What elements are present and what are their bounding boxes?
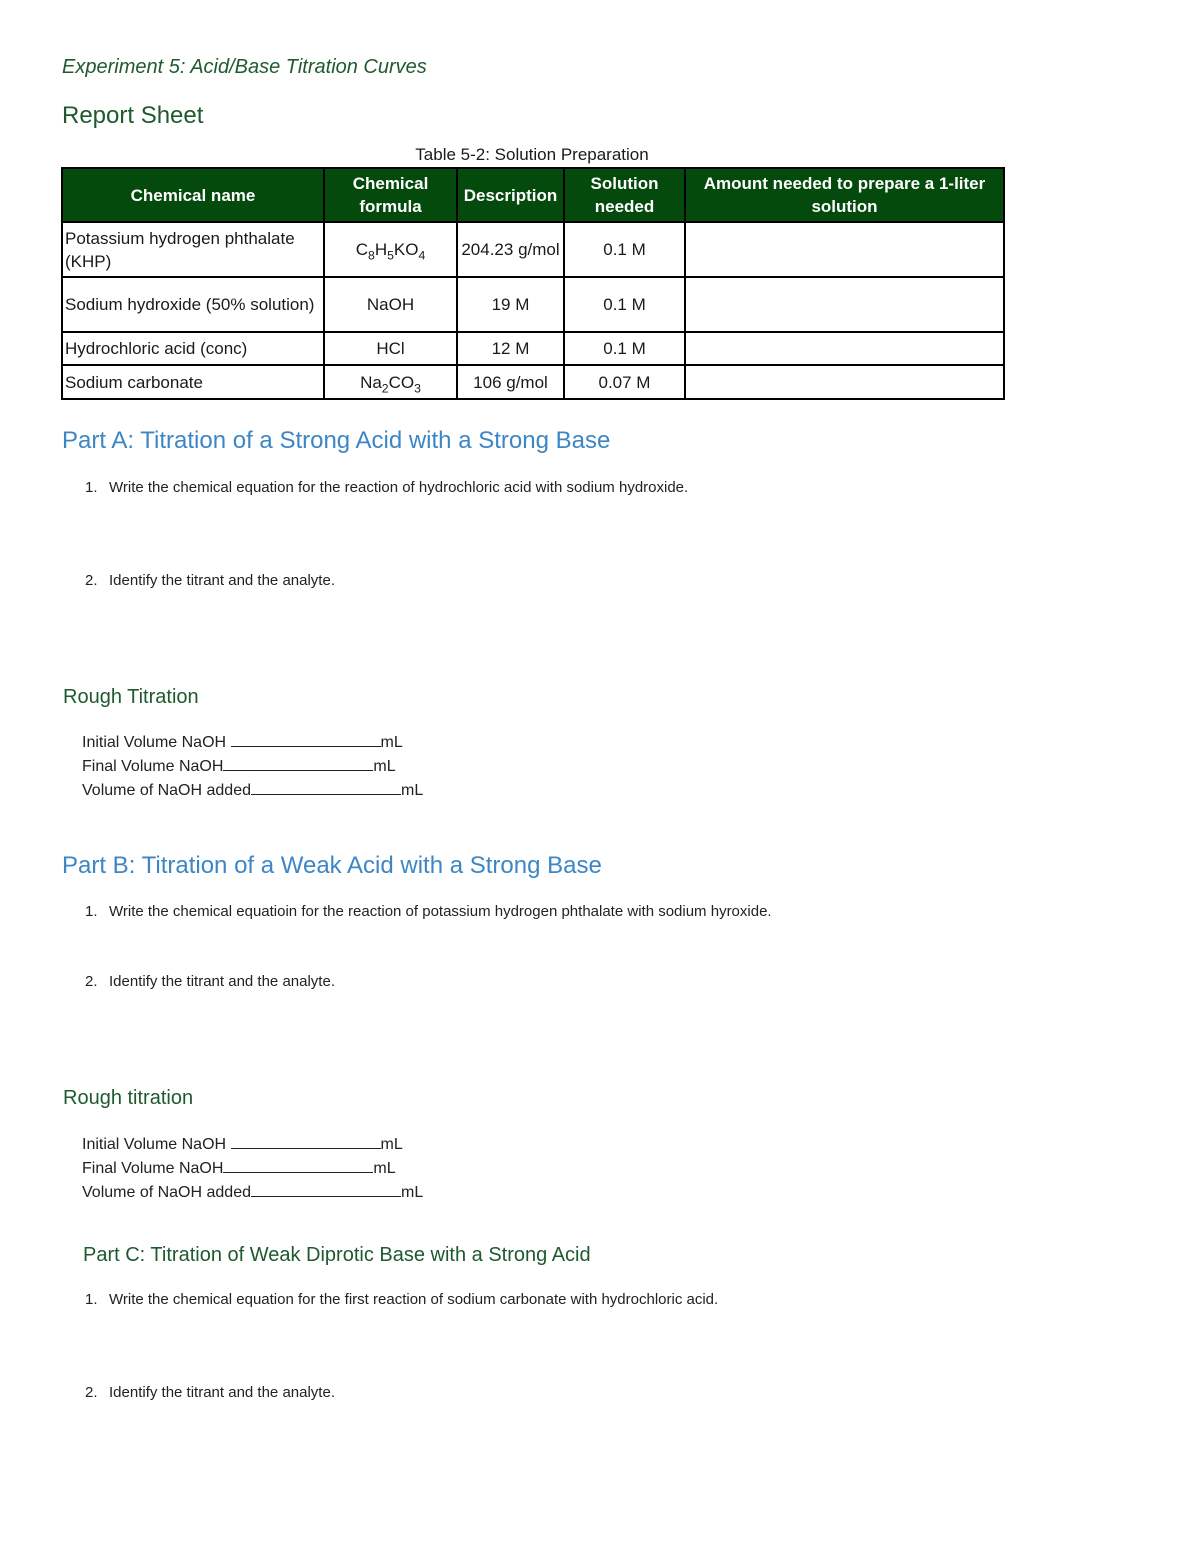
formula-subscript: 5 <box>387 248 394 263</box>
header-solution-needed: Solution needed <box>564 168 685 222</box>
part-a-rough-heading: Rough Titration <box>63 686 199 708</box>
part-b-question-2 <box>85 973 335 990</box>
part-a-question-1 <box>85 479 688 496</box>
header-chemical-formula: Chemical formula <box>324 168 457 222</box>
formula-part: NaOH <box>366 295 415 314</box>
rough-line-blank[interactable] <box>251 780 401 795</box>
rough-line-initial <box>82 731 423 755</box>
question-number: 2. <box>85 572 98 589</box>
formula-part: CO <box>388 372 415 392</box>
part-b-heading: Part B: Titration of a Weak Acid with a Strong Base <box>62 852 602 879</box>
cell-description: 19 M <box>457 277 564 332</box>
header-amount-needed: Amount needed to prepare a 1-liter solution <box>685 168 1004 222</box>
question-number: 2. <box>85 973 98 990</box>
rough-line-unit: mL <box>401 1184 424 1201</box>
rough-line-final <box>82 755 423 779</box>
rough-line-unit: mL <box>373 1160 396 1177</box>
rough-line-added <box>82 779 423 803</box>
cell-chemical-name: Sodium hydroxide (50% solution) <box>62 277 324 332</box>
cell-amount-needed[interactable] <box>685 277 1004 332</box>
question-text: Write the chemical equatioin for the reaction of potassium hydrogen phthalate with sodium hyroxide. <box>109 903 772 920</box>
rough-line-label: Final Volume NaOH <box>82 758 224 775</box>
part-c-heading: Part C: Titration of Weak Diprotic Base with a Strong Acid <box>83 1244 591 1266</box>
table-row <box>62 277 1004 332</box>
part-a-question-2 <box>85 572 335 589</box>
formula-subscript: 4 <box>418 248 426 263</box>
question-text: Identify the titrant and the analyte. <box>109 973 335 990</box>
header-description: Description <box>457 168 564 222</box>
cell-chemical-name: Hydrochloric acid (conc) <box>62 332 324 365</box>
cell-description: 106 g/mol <box>457 365 564 399</box>
part-b-rough-heading: Rough titration <box>63 1087 194 1109</box>
cell-chemical-formula <box>324 222 457 277</box>
cell-description: 204.23 g/mol <box>457 222 564 277</box>
rough-line-final <box>82 1157 423 1181</box>
part-b-question-1 <box>85 903 772 920</box>
cell-chemical-formula <box>324 332 457 365</box>
rough-line-unit: mL <box>380 734 403 751</box>
cell-chemical-name: Potassium hydrogen phthalate (KHP) <box>62 222 324 277</box>
table-row <box>62 332 1004 365</box>
part-c-question-2 <box>85 1384 335 1401</box>
question-number: 1. <box>85 903 98 920</box>
cell-solution-needed: 0.07 M <box>564 365 685 399</box>
question-text: Write the chemical equation for the first reaction of sodium carbonate with hydrochloric acid. <box>109 1291 719 1308</box>
rough-line-added <box>82 1181 423 1205</box>
rough-line-blank[interactable] <box>251 1182 401 1197</box>
cell-chemical-formula <box>324 277 457 332</box>
question-text: Write the chemical equation for the reaction of hydrochloric acid with sodium hydroxide. <box>109 479 689 496</box>
cell-chemical-formula <box>324 365 457 399</box>
cell-amount-needed[interactable] <box>685 365 1004 399</box>
cell-solution-needed: 0.1 M <box>564 332 685 365</box>
solution-preparation-table <box>61 167 1005 400</box>
table-header-row <box>62 168 1004 222</box>
question-text: Identify the titrant and the analyte. <box>109 572 335 589</box>
rough-line-label: Initial Volume NaOH <box>82 1136 231 1153</box>
table-caption: Table 5-2: Solution Preparation <box>415 145 649 164</box>
report-sheet-heading: Report Sheet <box>62 102 204 129</box>
rough-line-label: Volume of NaOH added <box>82 782 251 799</box>
rough-line-blank[interactable] <box>231 1134 381 1149</box>
cell-description: 12 M <box>457 332 564 365</box>
rough-line-label: Initial Volume NaOH <box>82 734 231 751</box>
cell-solution-needed: 0.1 M <box>564 222 685 277</box>
formula-part: C <box>355 240 368 259</box>
cell-chemical-name: Sodium carbonate <box>62 365 324 399</box>
rough-line-unit: mL <box>401 782 424 799</box>
rough-line-blank[interactable] <box>231 732 381 747</box>
formula-subscript: 8 <box>368 248 375 263</box>
rough-line-initial <box>82 1133 423 1157</box>
rough-line-label: Volume of NaOH added <box>82 1184 251 1201</box>
table-row <box>62 222 1004 277</box>
document-title: Experiment 5: Acid/Base Titration Curves <box>62 56 427 78</box>
rough-line-blank[interactable] <box>223 756 373 771</box>
cell-solution-needed: 0.1 M <box>564 277 685 332</box>
formula-subscript: 2 <box>381 380 389 395</box>
question-number: 1. <box>85 479 98 496</box>
part-a-heading: Part A: Titration of a Strong Acid with a Strong Base <box>62 427 611 454</box>
formula-part: Na <box>360 372 382 392</box>
cell-amount-needed[interactable] <box>685 222 1004 277</box>
rough-line-label: Final Volume NaOH <box>82 1160 224 1177</box>
rough-line-unit: mL <box>373 758 396 775</box>
header-chemical-name: Chemical name <box>62 168 324 222</box>
formula-part: H <box>374 240 388 259</box>
part-c-question-1 <box>85 1291 718 1308</box>
part-a-rough-lines <box>82 731 423 803</box>
formula-part: HCl <box>376 339 405 358</box>
question-text: Identify the titrant and the analyte. <box>109 1384 335 1401</box>
formula-part: KO <box>393 240 419 259</box>
rough-line-unit: mL <box>380 1136 403 1153</box>
formula-subscript: 3 <box>414 380 421 395</box>
question-number: 2. <box>85 1384 98 1401</box>
table-row <box>62 365 1004 399</box>
cell-amount-needed[interactable] <box>685 332 1004 365</box>
question-number: 1. <box>85 1291 98 1308</box>
part-b-rough-lines <box>82 1133 423 1205</box>
rough-line-blank[interactable] <box>223 1158 373 1173</box>
